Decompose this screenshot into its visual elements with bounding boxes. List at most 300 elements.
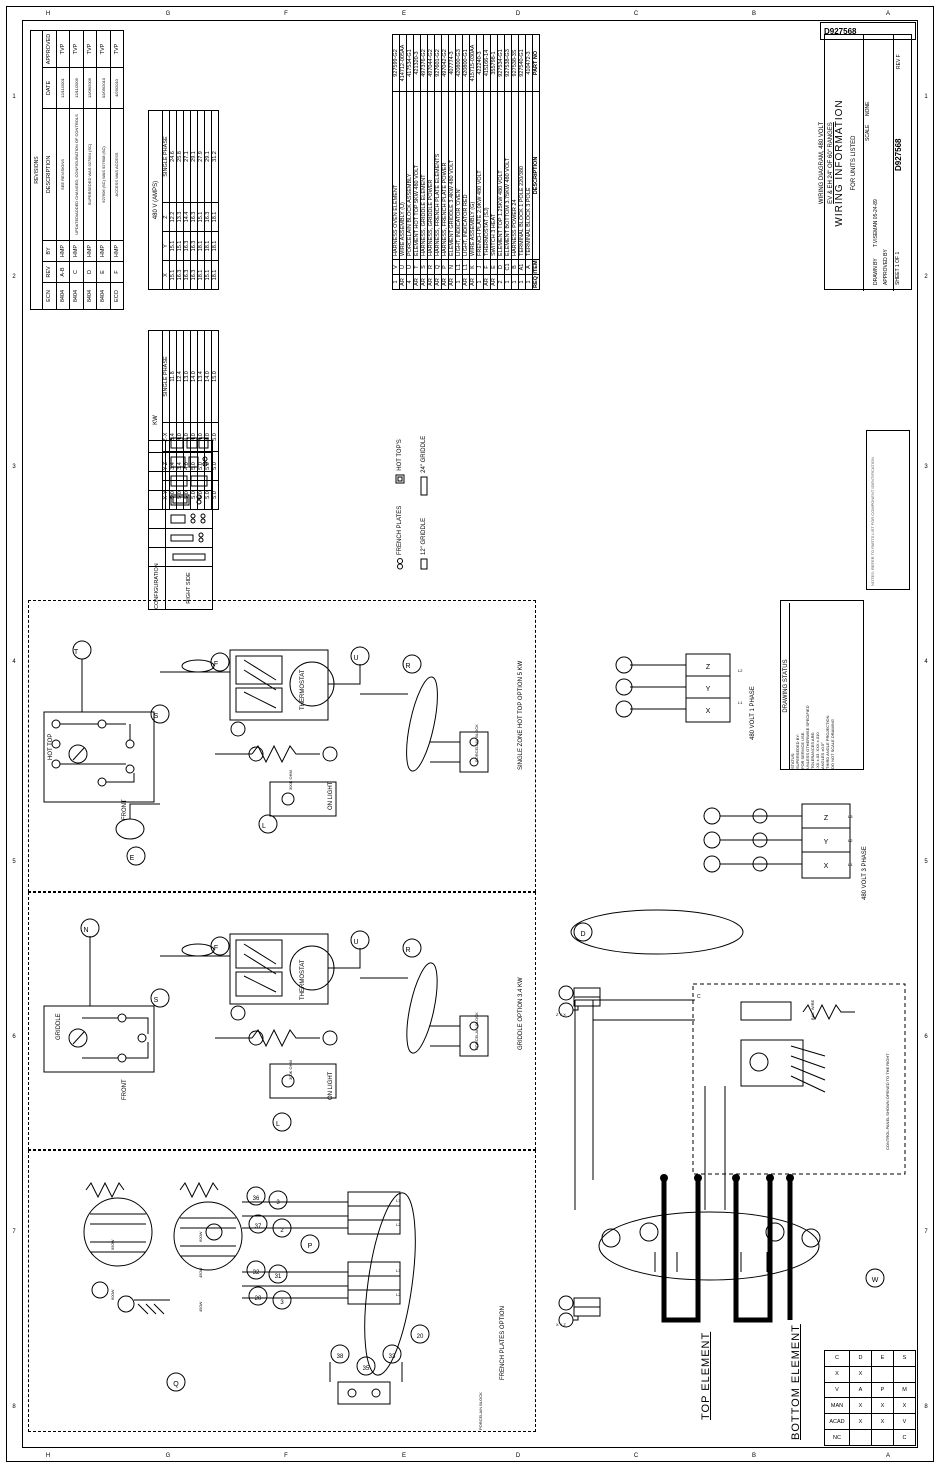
config-symbol-cell [166,548,213,567]
zone-letter-G-bottom: G [165,1453,171,1459]
amps-cell: 16.3 [177,261,184,290]
table-row [70,31,84,310]
bom-part: 415715-030AA [470,35,477,92]
kw-h-yz: Y-Z [163,452,170,481]
rev-cell: D [83,262,97,283]
drawing-number-text: D927568 [824,26,857,36]
svg-text:Z: Z [823,815,829,822]
rev-cell: TVP [83,31,97,68]
codes-cell: S [894,1351,916,1367]
bom-desc-header: DESCRIPTION [533,92,540,260]
bom-item: L1 [463,260,470,275]
table-row [414,35,421,290]
on-light-label-1: ON LIGHT [328,781,334,810]
table-row [110,31,124,310]
config-symbol-cell [166,510,213,529]
porcelain-block-label-1: PORCELAIN BLOCK [474,724,479,762]
svg-text:Q: Q [173,1381,179,1388]
title-scale-value: NONE [865,101,871,116]
rev-h-date: DATE [43,68,57,109]
amps-cell: 27.9 [198,111,205,203]
amps-h-x: X [163,261,170,290]
svg-text:33: 33 [388,1354,396,1360]
bom-part: 497376-G2 [421,35,428,92]
bom-desc: HARNESS OVEN ELEMENT [393,92,400,260]
bom-desc: SWITCH 3 HEAT [491,92,498,260]
kw-h-xy: X-Y [163,481,170,510]
bom-part: 497044-G2 [428,35,435,92]
hot-top-label: HOT TOP [48,733,54,760]
table-row [56,31,70,310]
table-row [393,35,400,290]
amps-cell: 27.1 [184,111,191,203]
bom-part: 410472-3 [526,35,533,92]
amps-cell: 31.2 [212,111,219,203]
bom-item: V [393,260,400,275]
table-row [435,35,442,290]
tb-1phase-l2: L2 [738,668,743,673]
config-symbol-cell [166,441,213,453]
codes-cell: A [850,1382,872,1398]
amps-cell: 16.3 [191,203,198,232]
oven-terminal-strip-lower [556,1290,616,1350]
kw-cell: 4.0 [205,423,212,452]
codes-cell: X [894,1398,916,1414]
svg-text:20: 20 [416,1334,424,1340]
codes-cell: M [894,1382,916,1398]
table-row [456,35,463,290]
kw-cell: 4.0 [177,423,184,452]
bom-desc: TERMINAL BLOCK 3 POLE [526,92,533,260]
codes-cell: X [850,1366,872,1382]
zone-letter-E-bottom: E [401,1453,406,1459]
table-row [491,35,498,290]
zone-letter-F-bottom: F [284,1453,288,1459]
wattage-600b: 600W [198,1231,203,1242]
zone-number-1-left: 1 [12,94,16,100]
kw-h-zx: Z-X [163,423,170,452]
svg-text:3: 3 [276,1200,280,1206]
svg-text:P: P [307,1243,313,1250]
kw-cell: 13.0 [184,331,191,423]
zone-letter-C-top: C [633,11,639,17]
codes-cell: C [825,1351,850,1367]
bom-req: 1 [519,275,526,290]
zone-letter-A-top: A [885,11,890,17]
bom-desc: THERMOSTAT (SJ) [484,92,491,260]
config-symbol-cell [166,472,213,491]
amps-cell: 15.1 [198,203,205,232]
rev-cell: ECO [110,283,124,310]
bom-desc: LIGHT, INDICATOR RED [463,92,470,260]
amps-cell: 29.1 [191,111,198,203]
bottom-element-label: BOTTOM ELEMENT [790,1324,802,1440]
configuration-table-block [148,440,212,610]
zone-letter-H-top: H [45,11,51,17]
terminal-block-1phase [600,640,760,740]
notes-text: NOTES: REFER TO PARTS LIST FOR COMPONENT IDENTIFICATION [870,457,875,586]
bom-part: 927601-G2 [435,35,442,92]
rev-h-appr: APPROVED [43,31,57,68]
kw-cell: 4.0 [198,423,205,452]
svg-text:F: F [213,945,219,952]
table-row [205,111,212,290]
svg-text:R: R [405,947,411,954]
bom-part-header: PART NO [533,35,540,92]
rev-cell: 4/29/2010 [110,68,124,109]
bom-item: J [477,260,484,275]
zone-number-4-left: 4 [12,659,16,665]
table-row [484,35,491,290]
hot-tops-icon [395,474,405,484]
title-drawn-value: T.VISEMAN 05-24-89 [873,199,879,247]
rev-cell: 12/06/2009 [83,68,97,109]
kw-cell: 3.4 [170,423,177,452]
bom-desc: HARNESS, FRENCH PLATE ELEMENTS [435,92,442,260]
bom-req: 1 [526,275,533,290]
bom-desc: LIGHT, INDICATOR 'OVEN' [456,92,463,260]
resistor-label-1: 300K OHM [288,770,293,790]
table-row [825,1351,916,1367]
amps-cell: 16.3 [184,261,191,290]
kw-cell: 12.4 [177,331,184,423]
bom-item: N [449,260,456,275]
revisions-block [30,30,124,310]
zone-number-5-right: 5 [924,859,928,865]
zone-letter-B-bottom: B [751,1453,756,1459]
amps-table [162,110,219,290]
title-main: WIRING INFORMATION [833,99,845,227]
bom-item: D [498,260,505,275]
front-label-2: FRONT [122,1079,128,1100]
legend-block [392,370,448,570]
tb-label-l3-a: L3 [396,1198,401,1203]
svg-text:Y: Y [823,839,829,846]
kw-cell: 5.0 [212,481,219,510]
rev-cell: C [70,262,84,283]
svg-text:S: S [153,997,159,1004]
svg-text:U: U [353,939,359,946]
bom-item: F [484,260,491,275]
table-row [428,35,435,290]
thermostat-label-1: THERMOSTAT [300,669,306,710]
tb-3phase-label: 480 VOLT 3 PHASE [862,846,868,900]
rev-cell: TVP [70,31,84,68]
svg-text:31: 31 [274,1274,282,1280]
svg-text:D: D [580,931,586,938]
drawing-status-line: UNLESS OTHERWISE SPECIFIED [805,705,810,769]
table-row [825,1382,916,1398]
table-row [166,441,213,610]
drawing-status-line: .XX ±.03 .XXX ±.010 [815,732,820,769]
bom-item: U [407,260,414,275]
zone-number-2-left: 2 [12,274,16,280]
bom-desc: HARNESS, GRIDDLE POWER [428,92,435,260]
config-cell [149,529,166,548]
rev-h-rev: REV [43,262,57,283]
codes-cell [872,1366,894,1382]
bom-req: 1 [512,275,519,290]
svg-text:Y: Y [705,686,711,693]
svg-text:37: 37 [254,1224,262,1230]
zone-number-8-right: 8 [924,1404,928,1410]
hot-top-schematic [30,604,530,890]
tb-1phase-l1: L1 [738,700,743,705]
zone-letter-A-bottom: A [885,1453,890,1459]
table-row [442,35,449,290]
title-block [819,34,912,290]
tb-3phase-l1: L1 [848,862,853,867]
zone-letter-H-bottom: H [45,1453,51,1459]
porcelain-block-label-3: PORCELAIN BLOCK [478,1392,483,1430]
wattage-950: 950W [110,1239,115,1250]
drawing-status-block [780,600,864,770]
svg-text:W: W [871,1277,879,1284]
svg-text:L: L [276,1121,280,1128]
config-row-label: RIGHT SIDE [166,567,213,610]
bom-desc: HARNESS, FRENCH PLATE POWER [442,92,449,260]
zone-letter-G-top: G [165,11,171,17]
table-row [470,35,477,290]
amps-h-z: Z [163,203,170,232]
resistor-label-2: 300K OHM [288,1060,293,1080]
kw-cell: 14.0 [205,331,212,423]
config-symbol-cell [166,529,213,548]
kw-cell: 5.0 [184,481,191,510]
rev-cell: HMP [70,241,84,262]
codes-cell [850,1430,872,1446]
bom-item: P [442,260,449,275]
svg-text:35: 35 [362,1366,370,1372]
title-rev: REV F [896,54,902,69]
bom-item-header: ITEM [533,260,539,274]
svg-text:2: 2 [280,1228,284,1234]
title-line2: WIRING DIAGRAM, 480 VOLT [819,121,825,205]
svg-text:X: X [823,863,829,870]
svg-text:E: E [129,855,135,862]
bom-desc: HARNESS POWER 24 [512,92,519,260]
bom-part: 422240-3 [477,35,484,92]
drawing-status-line: ANGLES ±0.5° [820,742,825,769]
drawing-status-title: DRAWING STATUS [783,603,790,769]
table-row [825,1430,916,1446]
rev-cell: 12/11/2001 [56,68,70,109]
codes-cell: X [872,1414,894,1430]
zone-number-4-right: 4 [924,659,928,665]
bom-desc: ELEMENT BOTTOM 3.75KW 480 VOLT [505,92,512,260]
zone-letter-B-top: B [751,11,756,17]
bom-item: A1 [519,260,526,275]
kw-cell: 3.4 [177,452,184,481]
rev-cell: ACCESS WAS ACCESS [110,109,124,241]
bom-desc: ELEMENT GRIDDLE 3.4KW 480 VOLT [449,92,456,260]
table-row [407,35,414,290]
legend-label-griddle-12: 12" GRIDDLE [421,517,427,555]
drawing-status-line: FOR SERVICE USE. [800,731,805,769]
rev-cell: 8404 [56,283,70,310]
zone-letter-D-bottom: D [515,1453,521,1459]
bom-part: 420800-G1 [463,35,470,92]
codes-cell: X [872,1398,894,1414]
amps-cell: 15.1 [170,232,177,261]
zone-number-5-left: 5 [12,859,16,865]
tb-3phase-l2: L2 [848,838,853,843]
rev-cell: SUPERSEDED WAS 927564 (SC) [83,109,97,241]
bom-item: A [526,260,533,275]
svg-text:T: T [73,649,79,656]
zone-letter-F-top: F [284,11,288,17]
svg-text:Z: Z [705,664,711,671]
bom-desc: ELEMENT TOP 1.25KW 480 VOLT [498,92,505,260]
amps-cell: 13.3 [177,203,184,232]
bom-part: 415166-14 [484,35,491,92]
bom-part: 497042-G2 [442,35,449,92]
kw-cell: 5.0 [191,481,198,510]
drawing-status-line: DO NOT SCALE DRAWING [830,718,835,769]
svg-text:36: 36 [252,1196,260,1202]
bom-desc: WIRE ASSEMBLY (G) [470,92,477,260]
svg-text:X: X [705,708,711,715]
table-row [477,35,484,290]
table-row [519,35,526,290]
svg-text:C: C [697,994,701,1000]
kw-table-title: KW [148,330,162,510]
bom-req: AR [484,275,491,290]
svg-text:3: 3 [280,1300,284,1306]
title-drawn-label: DRAWN BY [873,258,879,285]
zone-letter-D-top: D [515,11,521,17]
svg-text:F: F [213,661,219,668]
bom-req: AR [435,275,442,290]
rev-cell: HMP [56,241,70,262]
bom-part: 414712-005AA [400,35,407,92]
wattage-600: 600W [110,1289,115,1300]
rev-cell: HMP [110,241,124,262]
bal-wire-label: BAL. WIRE [810,999,815,1020]
bom-req: AR [421,275,428,290]
amps-cell: 16.3 [205,203,212,232]
zone-number-3-left: 3 [12,464,16,470]
table-row [97,31,111,310]
bom-item: C1 [505,260,512,275]
table-row [825,1366,916,1382]
bom-part: 420800-G3 [456,35,463,92]
zone-letter-C-bottom: C [633,1453,639,1459]
tb-3phase-l3: L3 [848,814,853,819]
rev-cell: UPDATED/ADDED CHANGED, CONFIGURATION OF CONTROLS [70,109,84,241]
table-row [449,35,456,290]
bom-part: 927538-3S [512,35,519,92]
legend-label-hot-tops: HOT TOP'S [397,439,403,471]
control-panel-note: CONTROL PANEL SHOWN OPENED TO THE RIGHT [885,1053,890,1150]
table-row [463,35,470,290]
kw-cell: 11.8 [170,331,177,423]
kw-cell: 5.0 [191,452,198,481]
svg-text:S: S [153,713,159,720]
rev-cell: F [110,262,124,283]
oven-terms-lower: X Y Z [556,1322,566,1327]
title-dwg-no: D927568 [894,138,903,171]
kw-cell: 5.0 [205,452,212,481]
amps-cell: 16.3 [184,232,191,261]
codes-table [824,1350,916,1446]
kw-cell: 4.0 [184,423,191,452]
title-line3: EV & EH 24" OF 60" RANGES [828,122,834,204]
bom-item: S [421,260,428,275]
kw-cell: 14.0 [191,331,198,423]
bom-req: 1 [456,275,463,290]
config-cell [149,441,166,453]
amps-cell: 29.1 [205,111,212,203]
rev-cell: 8404 [70,283,84,310]
bom-desc: FRENCH PLATE 2.0KW 480 VOLT [477,92,484,260]
codes-cell: X [850,1414,872,1430]
amps-cell: 18.1 [205,232,212,261]
oven-elements [640,1170,840,1370]
amps-cell: 24.6 [170,111,177,203]
griddle-12-icon [419,558,429,570]
thermostat-label-2: THERMOSTAT [300,959,306,1000]
bom-part: 927599-G2 [393,35,400,92]
kw-h-sp: SINGLE PHASE [163,331,170,423]
table-row [533,35,540,290]
amps-cell: 16.3 [191,261,198,290]
amps-table-title: 480 V (AMPS) [148,110,162,290]
title-for-units: FOR UNITS LISTED [851,135,857,191]
bom-req: AR [442,275,449,290]
rev-cell: TVP [97,31,111,68]
table-row [191,111,198,290]
kw-cell: 13.4 [198,331,205,423]
amps-cell: 18.1 [212,261,219,290]
codes-cell: NC [825,1430,850,1446]
bom-part: 407774-3 [449,35,456,92]
rev-cell: 12/11/2009 [70,68,84,109]
griddle-option-note: GRIDDLE OPTION 3.4 KW [518,977,524,1050]
kw-cell: 5.0 [198,452,205,481]
table-row [212,111,219,290]
rev-h-by: BY [43,241,57,262]
front-label-1: FRONT [122,799,128,820]
bom-part: 927540-G1 [519,35,526,92]
tb-label-l2-b: L2 [396,1292,401,1297]
bom-req: 4 [407,275,414,290]
amps-h-y: Y [163,232,170,261]
zone-number-6-right: 6 [924,1034,928,1040]
codes-cell [872,1430,894,1446]
bom-req: 1 [393,275,400,290]
codes-cell: X [825,1366,850,1382]
table-row [526,35,533,290]
bom-item: K [470,260,477,275]
config-symbol-cell [166,453,213,472]
rev-cell: TVP [110,31,124,68]
rev-cell: E [97,262,111,283]
legend-label-french-plates: FRENCH PLATES [397,505,403,555]
amps-cell: 18.1 [198,232,205,261]
kw-cell: 3.4 [170,452,177,481]
drawing-status-line: THIRD ANGLE PROJECTION [825,715,830,769]
codes-cell: X [850,1398,872,1414]
bom-req: AR [428,275,435,290]
griddle-label: GRIDDLE [56,1013,62,1040]
table-row [184,111,191,290]
rev-h-desc: DESCRIPTION [43,109,57,241]
svg-text:38: 38 [336,1354,344,1360]
top-element-label: TOP ELEMENT [700,1331,712,1420]
zone-number-2-right: 2 [924,274,928,280]
griddle-schematic [30,896,530,1148]
